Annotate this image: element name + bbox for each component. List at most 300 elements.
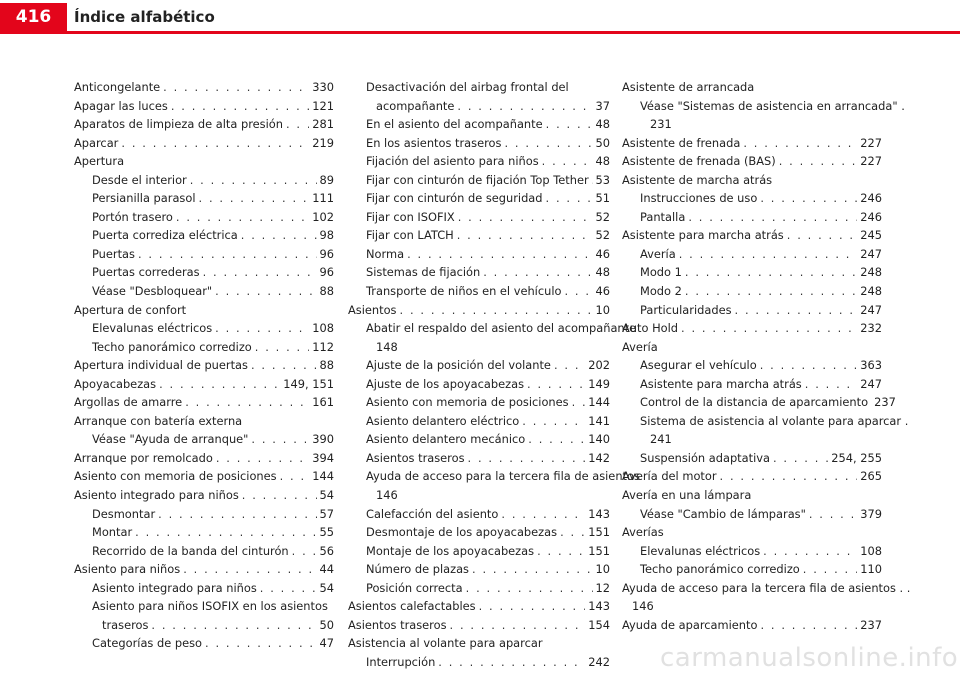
dot-leader [400, 301, 593, 320]
dot-leader [215, 282, 316, 301]
index-entry [74, 97, 334, 116]
index-entry [74, 579, 334, 598]
index-entry [622, 134, 882, 153]
entry-continuation: acompañante [376, 98, 455, 113]
dot-leader [251, 356, 317, 375]
entry-page: 151 [588, 525, 610, 540]
index-entry [348, 245, 610, 264]
entry-label: Categorías de peso [92, 636, 202, 651]
index-entry [74, 226, 334, 245]
entry-continuation: 148 [376, 339, 398, 354]
entry-label: Apagar las luces [74, 98, 168, 113]
index-entry [74, 542, 334, 561]
entry-label: Apertura individual de puertas [74, 358, 248, 373]
entry-page: 247 [860, 246, 882, 261]
index-entry [348, 430, 610, 449]
entry-page: 246 [860, 209, 882, 224]
dot-leader [542, 152, 593, 171]
entry-page: 54 [319, 488, 334, 503]
entry-page: 48 [595, 154, 610, 169]
entry-label: Norma [366, 246, 405, 261]
entry-label: Asiento para niños ISOFIX en los asientos [92, 599, 328, 614]
dot-leader [688, 208, 857, 227]
dot-leader [215, 319, 309, 338]
index-entry [348, 523, 610, 542]
index-entry [622, 245, 882, 264]
entry-continuation: 231 [650, 117, 672, 132]
entry-page: 10 [595, 302, 610, 317]
entry-page: 390 [312, 432, 334, 447]
entry-page: 44 [319, 562, 334, 577]
entry-page: 48 [595, 265, 610, 280]
index-entry [74, 134, 334, 153]
entry-label: Asistente de marcha atrás [622, 172, 773, 187]
entry-page: 149 [588, 376, 610, 391]
entry-label: Modo 1 [640, 265, 682, 280]
header-rule [0, 31, 960, 34]
dot-leader [564, 282, 592, 301]
entry-page: 379 [860, 506, 882, 521]
entry-page: 46 [595, 284, 610, 299]
dot-leader [171, 97, 309, 116]
entry-page: 108 [312, 321, 334, 336]
index-entry [348, 115, 610, 134]
index-entry [74, 319, 334, 338]
entry-page: 52 [595, 209, 610, 224]
index-entry [348, 319, 637, 356]
entry-label: Asiento integrado para niños [74, 488, 239, 503]
index-entry [348, 597, 610, 616]
dot-leader [203, 263, 317, 282]
entry-page: 227 [860, 135, 882, 150]
entry-label: Asiento delantero eléctrico [366, 413, 520, 428]
dot-leader [760, 356, 858, 375]
entry-page: 53 [595, 172, 610, 187]
dot-leader [572, 393, 586, 412]
entry-page: 121 [312, 98, 334, 113]
dot-leader [763, 542, 857, 561]
dot-leader [135, 523, 316, 542]
page-number: 416 [0, 3, 67, 31]
dot-leader [242, 486, 317, 505]
entry-label: Apertura de confort [74, 302, 187, 317]
entry-label: Avería del motor [622, 469, 717, 484]
dot-leader [151, 616, 316, 635]
index-entry [348, 226, 610, 245]
entry-page: 149, 151 [283, 376, 334, 391]
entry-page: 281 [312, 117, 334, 132]
entry-label: Ayuda de aparcamiento [622, 617, 758, 632]
entry-page: 110 [860, 562, 882, 577]
dot-leader [457, 226, 593, 245]
index-entry [348, 560, 610, 579]
index-entry [622, 375, 882, 394]
entry-label: Asientos [348, 302, 397, 317]
entry-label: Interrupción [366, 654, 436, 669]
entry-label: Véase "Sistemas de asistencia en arrancada" . [640, 98, 905, 113]
index-entry [622, 356, 882, 375]
index-entry [74, 430, 334, 449]
index-entry [74, 393, 334, 412]
dot-leader [255, 338, 309, 357]
index-entry [348, 301, 610, 320]
dot-leader [760, 616, 857, 635]
entry-label: Desactivación del airbag frontal del [366, 80, 569, 94]
dot-leader [205, 634, 317, 653]
entry-label: Desde el interior [92, 172, 187, 187]
page-title: Índice alfabético [74, 8, 215, 26]
index-entry [348, 505, 610, 524]
entry-page: 50 [595, 135, 610, 150]
entry-label: Fijar con cinturón de fijación Top Tether [366, 172, 589, 187]
entry-label: Asistente para marcha atrás [622, 228, 784, 243]
entry-label: Averías [622, 525, 664, 540]
entry-page: 246 [860, 191, 882, 206]
index-entry [622, 152, 882, 171]
index-entry [74, 245, 334, 264]
entry-label: Asientos traseros [366, 450, 465, 465]
index-entry [74, 282, 334, 301]
dot-leader [183, 560, 316, 579]
entry-page: 330 [312, 80, 334, 94]
entry-label: Asistencia al volante para aparcar [348, 636, 543, 651]
entry-page: 142 [588, 450, 610, 465]
entry-label: Instrucciones de uso [640, 191, 758, 206]
entry-page: 37 [595, 98, 610, 113]
dot-leader [457, 97, 592, 116]
index-column-3 [622, 78, 911, 634]
entry-label: Apertura [74, 154, 125, 169]
index-entry [622, 282, 882, 301]
entry-page: 248 [860, 265, 882, 280]
entry-page: 56 [319, 543, 334, 558]
dot-leader [216, 449, 309, 468]
entry-label: Puertas correderas [92, 265, 200, 280]
index-entry [348, 653, 610, 672]
index-entry [622, 226, 882, 245]
dot-leader [479, 597, 586, 616]
entry-label: Aparatos de limpieza de alta presión [74, 117, 283, 132]
entry-page: 151 [588, 543, 610, 558]
dot-leader [773, 449, 828, 468]
index-entry [348, 189, 610, 208]
entry-page: 140 [588, 432, 610, 447]
index-entry [622, 542, 882, 561]
index-column-1 [74, 78, 334, 653]
entry-label: Asistente para marcha atrás [640, 376, 802, 391]
dot-leader [809, 505, 857, 524]
dot-leader [527, 375, 585, 394]
dot-leader [522, 412, 585, 431]
index-entry [74, 486, 334, 505]
entry-page: 143 [588, 599, 610, 614]
index-entry [74, 356, 334, 375]
dot-leader [501, 505, 585, 524]
entry-label: En el asiento del acompañante [366, 117, 543, 132]
entry-page: 237 [874, 395, 896, 410]
index-entry [622, 78, 882, 97]
index-entry [622, 393, 896, 412]
entry-label: Puertas [92, 246, 135, 261]
index-entry [348, 449, 610, 468]
dot-leader [185, 393, 309, 412]
entry-page: 254, 255 [831, 450, 882, 465]
page-header [0, 0, 960, 39]
entry-label: Fijar con ISOFIX [366, 209, 455, 224]
entry-page: 52 [595, 228, 610, 243]
entry-label: Elevalunas eléctricos [92, 321, 213, 336]
entry-label: Elevalunas eléctricos [640, 543, 761, 558]
entry-label: Asiento integrado para niños [92, 580, 257, 595]
dot-leader [280, 467, 310, 486]
index-entry [74, 523, 334, 542]
dot-leader [241, 226, 317, 245]
dot-leader [190, 171, 317, 190]
dot-leader [466, 579, 593, 598]
entry-page: 10 [595, 562, 610, 577]
entry-page: 247 [860, 376, 882, 391]
entry-page: 48 [595, 117, 610, 132]
entry-label: Argollas de amarre [74, 395, 183, 410]
entry-label: Asegurar el vehículo [640, 358, 757, 373]
dot-leader [787, 226, 858, 245]
index-entry [622, 486, 882, 505]
dot-leader [679, 245, 858, 264]
dot-leader [286, 115, 309, 134]
index-entry [622, 579, 911, 616]
entry-label: Fijar con LATCH [366, 228, 454, 243]
index-entry [74, 152, 334, 171]
index-entry [348, 375, 610, 394]
index-entry [348, 412, 610, 431]
entry-label: Asiento con memoria de posiciones [74, 469, 277, 484]
index-entry [74, 263, 334, 282]
dot-leader [199, 189, 310, 208]
dot-leader [779, 152, 858, 171]
entry-label: Posición correcta [366, 580, 463, 595]
entry-label: Ajuste de los apoyacabezas [366, 376, 525, 391]
index-entry [348, 78, 610, 115]
entry-label: Auto Hold [622, 321, 678, 336]
index-entry [622, 412, 909, 449]
index-entry [348, 134, 610, 153]
entry-page: 108 [860, 543, 882, 558]
entry-label: Desmontaje de los apoyacabezas [366, 525, 558, 540]
entry-label: Transporte de niños en el vehículo [366, 284, 562, 299]
index-entry [622, 616, 882, 635]
dot-leader [138, 245, 317, 264]
dot-leader [546, 115, 593, 134]
entry-page: 154 [588, 617, 610, 632]
entry-label: En los asientos traseros [366, 135, 502, 150]
entry-label: Ayuda de acceso para la tercera fila de asientos . . [622, 580, 911, 595]
entry-label: Véase "Cambio de lámparas" [640, 506, 806, 521]
dot-leader [483, 263, 592, 282]
dot-leader [121, 134, 309, 153]
dot-leader [450, 616, 586, 635]
entry-label: Pantalla [640, 209, 686, 224]
entry-page: 88 [319, 284, 334, 299]
entry-label: Montaje de los apoyacabezas [366, 543, 535, 558]
index-entry [348, 634, 610, 653]
index-entry [74, 338, 334, 357]
index-entry [348, 356, 610, 375]
entry-page: 363 [860, 358, 882, 373]
entry-continuation: 146 [632, 599, 654, 614]
entry-label: Avería [640, 246, 676, 261]
entry-label: Montar [92, 525, 133, 540]
dot-leader [760, 189, 857, 208]
dot-leader [504, 134, 592, 153]
dot-leader [292, 542, 317, 561]
entry-page: 54 [319, 580, 334, 595]
index-entry [622, 523, 882, 542]
index-entry [74, 412, 334, 431]
entry-label: Asistente de arrancada [622, 80, 755, 94]
dot-leader [743, 134, 857, 153]
index-entry [622, 560, 882, 579]
entry-page: 242 [588, 654, 610, 669]
index-entry [74, 171, 334, 190]
index-entry [348, 208, 610, 227]
entry-page: 144 [588, 395, 610, 410]
index-entry [348, 171, 610, 190]
entry-label: Véase "Desbloquear" [92, 284, 213, 299]
index-entry [622, 467, 882, 486]
index-entry [348, 152, 610, 171]
dot-leader [560, 523, 585, 542]
entry-label: Asiento delantero mecánico [366, 432, 526, 447]
index-entry [348, 263, 610, 282]
index-entry [74, 115, 334, 134]
dot-leader [468, 449, 586, 468]
entry-continuation: 241 [650, 432, 672, 447]
dot-leader [805, 375, 858, 394]
index-entry [348, 393, 610, 412]
entry-label: Sistema de asistencia al volante para aparcar . [640, 413, 909, 428]
entry-label: Sistemas de fijación [366, 265, 481, 280]
entry-label: Persianilla parasol [92, 191, 196, 206]
entry-page: 141 [588, 413, 610, 428]
index-entry [74, 301, 334, 320]
entry-label: Arranque por remolcado [74, 450, 213, 465]
index-entry [74, 597, 334, 634]
dot-leader [546, 189, 593, 208]
dot-leader [176, 208, 309, 227]
watermark-logo: carmanualsonline.info [660, 643, 959, 673]
index-entry [622, 189, 882, 208]
dot-leader [803, 560, 857, 579]
index-entry [622, 263, 882, 282]
index-entry [74, 208, 334, 227]
entry-continuation: traseros [102, 617, 149, 632]
index-entry [622, 171, 882, 190]
dot-leader [260, 579, 317, 598]
index-entry [348, 616, 610, 635]
entry-page: 237 [860, 617, 882, 632]
entry-label: Véase "Ayuda de arranque" [92, 432, 249, 447]
entry-page: 88 [319, 358, 334, 373]
dot-leader [592, 171, 593, 190]
entry-label: Número de plazas [366, 562, 469, 577]
entry-label: Ayuda de acceso para la tercera fila de asientos [366, 469, 640, 484]
index-entry [622, 301, 882, 320]
entry-label: Asiento con memoria de posiciones [366, 395, 569, 410]
entry-page: 394 [312, 450, 334, 465]
entry-label: Aparcar [74, 135, 119, 150]
entry-label: Arranque con batería externa [74, 413, 243, 428]
dot-leader [528, 430, 585, 449]
index-entry [74, 375, 334, 394]
dot-leader [685, 263, 857, 282]
dot-leader [472, 560, 593, 579]
entry-label: Avería [622, 339, 658, 354]
dot-leader [251, 430, 309, 449]
index-entry [348, 579, 610, 598]
entry-page: 102 [312, 209, 334, 224]
index-entry [348, 542, 610, 561]
dot-leader [158, 505, 316, 524]
entry-page: 265 [860, 469, 882, 484]
entry-page: 55 [319, 525, 334, 540]
index-entry [622, 97, 905, 134]
dot-leader [681, 319, 857, 338]
entry-page: 248 [860, 284, 882, 299]
index-entry [74, 189, 334, 208]
entry-page: 89 [319, 172, 334, 187]
entry-page: 202 [588, 358, 610, 373]
entry-label: Techo panorámico corredizo [92, 339, 252, 354]
entry-label: Apoyacabezas [74, 376, 157, 391]
entry-label: Calefacción del asiento [366, 506, 499, 521]
entry-label: Portón trasero [92, 209, 173, 224]
index-entry [74, 505, 334, 524]
entry-page: 245 [860, 228, 882, 243]
index-entry [74, 449, 334, 468]
index-entry [622, 449, 882, 468]
dot-leader [407, 245, 592, 264]
entry-label: Asientos calefactables [348, 599, 476, 614]
entry-label: Asistente de frenada (BAS) [622, 154, 776, 169]
dot-leader [735, 301, 858, 320]
index-entry [622, 208, 882, 227]
dot-leader [554, 356, 585, 375]
entry-label: Asistente de frenada [622, 135, 741, 150]
entry-page: 57 [319, 506, 334, 521]
entry-label: Modo 2 [640, 284, 682, 299]
index-entry [74, 634, 334, 653]
entry-page: 232 [860, 321, 882, 336]
entry-page: 227 [860, 154, 882, 169]
entry-page: 47 [319, 636, 334, 651]
index-entry [622, 338, 882, 357]
entry-label: Fijar con cinturón de seguridad [366, 191, 543, 206]
entry-label: Techo panorámico corredizo [640, 562, 800, 577]
entry-label: Control de la distancia de aparcamiento [640, 395, 869, 410]
entry-label: Puerta corrediza eléctrica [92, 228, 238, 243]
entry-label: Desmontar [92, 506, 156, 521]
index-entry [622, 505, 882, 524]
index-entry [74, 560, 334, 579]
index-entry [74, 78, 334, 97]
index-entry [622, 319, 882, 338]
entry-label: Fijación del asiento para niños [366, 154, 539, 169]
entry-continuation: 146 [376, 488, 398, 503]
entry-page: 247 [860, 302, 882, 317]
entry-page: 46 [595, 246, 610, 261]
entry-page: 112 [312, 339, 334, 354]
index-entry [74, 467, 334, 486]
